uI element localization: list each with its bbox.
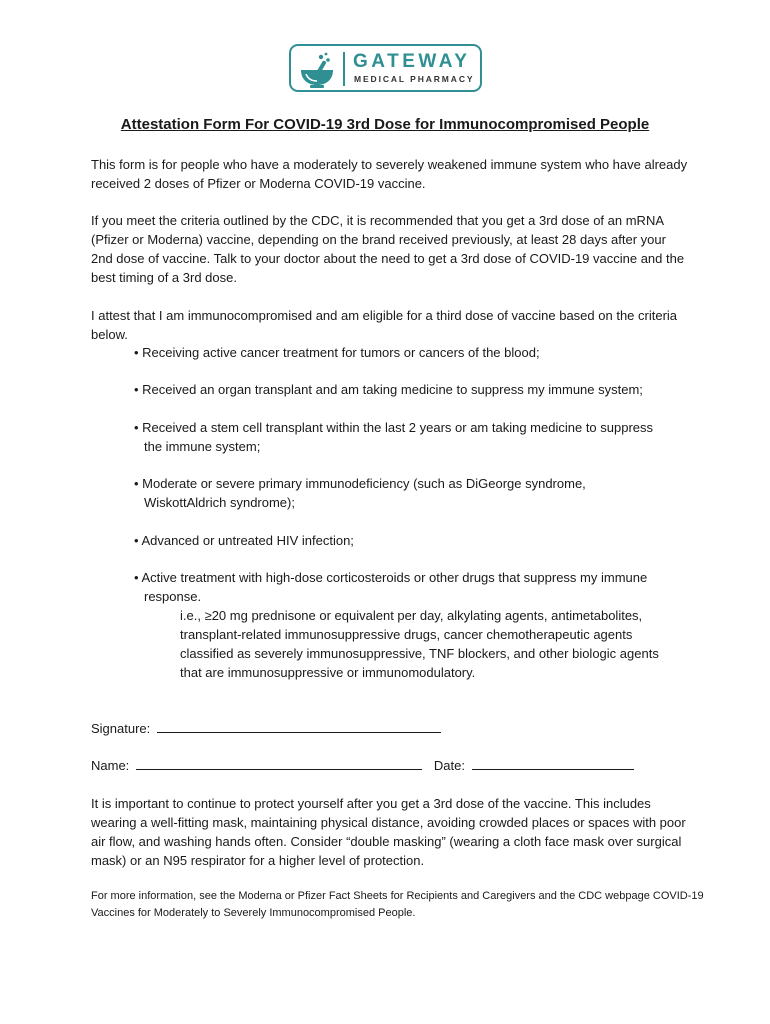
criteria-item: • Received a stem cell transplant within the last 2 years or am taking medicine to suppress the immune system; [134,420,654,454]
mortar-pestle-icon [297,50,337,90]
intro-paragraph: This form is for people who have a moderately to severely weakened immune system who have already received 2 doses of Pfizer or Moderna COVID-19 vaccine. [91,157,688,191]
attestation-paragraph: I attest that I am immunocompromised and am eligible for a third dose of vaccine based on the criteria below. [91,308,678,342]
name-label: Name: [91,758,130,773]
pharmacy-logo [289,44,482,92]
form-title: Attestation Form For COVID-19 3rd Dose for Immunocompromised People [120,116,650,133]
signature-field[interactable] [157,719,441,733]
protection-paragraph: It is important to continue to protect yourself after you get a 3rd dose of the vaccine. This includes wearing a well-fitting mask, maintaining physical distance, avoiding crowded places or spaces with poor air flow, and washing hands often. Consider “double masking” (wearing a cloth face mask over surgical mask) or an N95 respirator for a higher level of protection. [91,796,686,868]
date-field[interactable] [472,756,634,770]
cdc-criteria-paragraph: If you meet the criteria outlined by the CDC, it is recommended that you get a 3rd dose of an mRNA (Pfizer or Moderna) vaccine, depending on the brand received previously, at least 28 days after your 2nd dose of vaccine. Talk to your doctor about the need to get a 3rd dose of COVID-19 vaccine and the best timing of a 3rd dose. [91,213,685,285]
criteria-item: • Receiving active cancer treatment for tumors or cancers of the blood; [134,345,540,360]
criteria-item: • Advanced or untreated HIV infection; [134,533,354,548]
footnote: For more information, see the Moderna or Pfizer Fact Sheets for Recipients and Caregivers and the CDC webpage COVID-19 Vaccines for Moderately to Severely Immunocompromised People. [91,890,704,919]
criteria-item: • Received an organ transplant and am taking medicine to suppress my immune system; [134,382,643,397]
logo-name: GATEWAY [353,51,471,72]
logo-subtitle: MEDICAL PHARMACY [354,74,475,84]
criteria-item: • Moderate or severe primary immunodeficiency (such as DiGeorge syndrome, WiskottAldrich syndrome); [134,476,586,510]
name-field[interactable] [136,756,422,770]
name-date-row [91,756,634,775]
criteria-detail: i.e., ≥20 mg prednisone or equivalent per day, alkylating agents, antimetabolites, transplant-related immunosuppressive drugs, cancer chemotherapeutic agents classified as severely immunosuppressive, TNF blockers, and other biologic agents that are immunosuppressive or immunomodulatory. [180,608,659,680]
date-label: Date: [433,758,465,773]
criteria-item: • Active treatment with high-dose corticosteroids or other drugs that suppress my immune response. [134,570,648,604]
signature-label: Signature: [91,721,151,736]
signature-row [91,719,441,738]
logo-divider [343,52,345,86]
